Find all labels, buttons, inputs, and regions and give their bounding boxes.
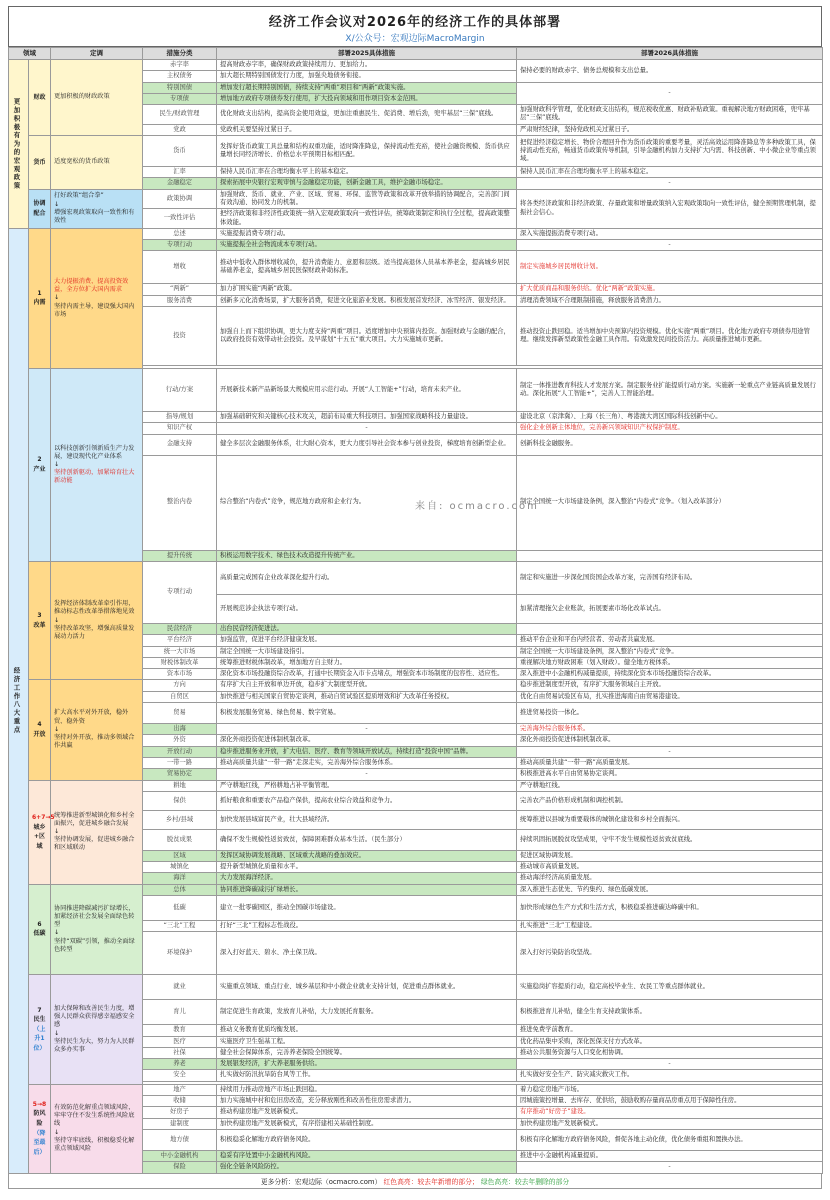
category-cell: 保供 [143,791,217,810]
measure-2026: 推动平台企业和平台内经营者、劳动者共赢发展。 [517,635,823,646]
section-fiscal-name: 财政 [29,60,51,136]
category-cell: 资本市场 [143,669,217,680]
category-cell: 一致性评估 [143,209,217,229]
measure-2026: 深化外商投资促进体制机制改革。 [517,735,823,746]
category-cell: 平台经济 [143,635,217,646]
measure-2025: 推动中低收入群体增收减负，提升消费能力、意愿和层级。适当提高退休人员基本养老金，提高城乡居民基础养老金，提高城乡居民医保财政补助标准。 [217,251,517,284]
measure-2026: 完善海外综合服务体系。 [517,724,823,735]
section-3-tone: 发挥经济体制改革牵引作用，推动标志性改革举措落地见效 ↓ 坚持改革攻坚，增强高质量发展动力活力 [51,561,143,679]
page-footer [8,1174,822,1189]
measure-2026: 深入推进中小金融机构减量提质，持续深化资本市场投融资综合改革。 [517,669,823,680]
measure-2025: 实施重点领域、重点行业、城乡基层和中小微企业就业支持计划，促进重点群体就业。 [217,975,517,1000]
measure-2025: 抓好粮食和重要农产品稳产保供，提高农业综合效益和竞争力。 [217,791,517,810]
category-cell: 整治内卷 [143,455,217,550]
measure-2025: 推动高质量共建“一带一路”走深走实，完善海外综合服务体系。 [217,757,517,768]
measure-2025: 加快发展县域富民产业，壮大县域经济。 [217,810,517,829]
measure-2025: 打好“三北”工程标志性战役。 [217,920,517,931]
category-cell: 地产 [143,1084,217,1095]
section-8-tone: 有效防范化解重点领域风险，牢牢守住不发生系统性风险底线 ↓ 坚持守牢底线，积极稳妥化解重点领域风险 [51,1084,143,1173]
footer-source[interactable]: 更多分析：宏观边际（ocmacro.com） [260,1177,382,1186]
category-cell: 好房子 [143,1107,217,1118]
category-cell: 地方债 [143,1129,217,1150]
measure-2026 [517,550,823,561]
measure-2026: 推进贸易投资一体化。 [517,703,823,724]
header-tone: 定调 [51,48,143,60]
category-cell: 贸易协定 [143,769,217,780]
category-cell: 保险 [143,1162,217,1173]
measure-2025: 加强财政、货币、就业、产业、区域、贸易、环保、监管等政策和改革开放举措的协调配合，完善部门间有效沟通、协同发力的机制。 [217,189,517,209]
measure-2025: 实施提振消费专项行动。 [217,228,517,239]
section-money-name: 货币 [29,136,51,190]
measure-2026: 制定实施城乡居民增收计划。 [517,251,823,284]
table-row [9,680,823,691]
measure-2025: 确保不发生规模性返贫致贫，保障困难群众基本生活。（民生部分） [217,829,517,850]
measure-2026: 加快形成绿色生产方式和生活方式，积极稳妥推进碳达峰碳中和。 [517,895,823,920]
group-big8: 经济工作八大重点 [9,228,29,1173]
measure-2025: - [217,423,517,434]
measure-2025: 推动构建房地产发展新模式。 [217,1107,517,1118]
measure-2025: 探索拓展中央银行宏观审慎与金融稳定功能，创新金融工具，维护金融市场稳定。 [217,178,517,189]
category-cell: 行动/方案 [143,369,217,412]
category-cell: 建制度 [143,1118,217,1129]
measure-2026: 推进中小金融机构减量提质。 [517,1150,823,1161]
category-cell: 开放行动 [143,746,217,757]
measure-2025: 积极运用数字技术、绿色技术改造提升传统产业。 [217,550,517,561]
section-fiscal-tone: 更加积极的财政政策 [51,60,143,136]
section-6-tone: 协同推进降碳减污扩绿增长，加紧经济社会发展全面绿色转型 ↓ 坚持“双碳”引领，推动全面绿色转型 [51,884,143,975]
table-row [9,561,823,594]
measure-2026: 统筹推进以县城为重要载体的城镇化建设和乡村全面振兴。 [517,810,823,829]
document-header [8,6,822,47]
category-cell: 出海 [143,724,217,735]
category-cell: 城镇化 [143,862,217,873]
category-cell: “三北”工程 [143,920,217,931]
category-cell: 脱贫成果 [143,829,217,850]
measure-2025: 保持人民币汇率在合理均衡水平上的基本稳定。 [217,167,517,178]
category-cell: 货币 [143,136,217,167]
measure-2025: 健全社会保障体系，完善养老保险全国统筹。 [217,1047,517,1058]
measure-2025: 持续用力推动房地产市场止跌回稳。 [217,1084,517,1095]
measure-2026: 重视解决地方财政困难（划入财政）。健全地方税体系。 [517,657,823,668]
category-cell: 知识产权 [143,423,217,434]
header-2025: 部署2025具体措施 [217,48,517,60]
category-cell: 育儿 [143,1000,217,1025]
measure-2026: 加紧清理拖欠企业账款，拓展要素市场化改革试点。 [517,594,823,623]
group-macro: 更加积极有为的宏观政策 [9,60,29,229]
category-cell: 服务消费 [143,295,217,306]
measure-2025: 增加地方政府专项债券发行使用，扩大投向领域和用作项目资本金范围。 [217,93,517,104]
measure-2025: 统筹推进财税体制改革，增加地方自主财力。 [217,657,517,668]
section-2-tone: 以科技创新引领新质生产力发展，建设现代化产业体系 ↓ 坚持创新驱动，加紧培育壮大新动能 [51,369,143,562]
measure-2025: 制定全国统一大市场建设指引。 [217,646,517,657]
measure-2026: 加快构建房地产发展新模式。 [517,1118,823,1129]
category-cell: 政策协调 [143,189,217,209]
section-67-tone: 统筹推进新型城镇化和乡村全面振兴，促进城乡融合发展 ↓ 坚持协调发展，促进城乡融合和区域联动 [51,780,143,884]
measure-2025: 出台民营经济促进法。 [217,623,517,634]
section-7-name: 7 民生 （上升1位） [29,975,51,1084]
measure-2025: 创新多元化消费场景，扩大服务消费，促进文化旅游业发展。积极发展首发经济、冰雪经济、银发经济。 [217,295,517,306]
table-row [9,975,823,1000]
measure-2025: 深化资本市场投融资综合改革，打通中长期资金入市卡点堵点，增强资本市场制度的包容性、适应性。 [217,669,517,680]
category-cell: 一带一路 [143,757,217,768]
section-coord-name: 协调配合 [29,189,51,228]
measure-2026: 制定全国统一大市场建设条例，深入整治“内卷式”竞争。 [517,646,823,657]
category-cell: 指导/规划 [143,412,217,423]
measure-2025: 建立一批零碳园区，推动全国碳市场建设。 [217,895,517,920]
measure-2025: 加力实施城中村和危旧房改造，充分释放刚性和改善性住房需求潜力。 [217,1096,517,1107]
category-cell: 特别国债 [143,82,217,93]
category-cell: 金融支持 [143,434,217,455]
measure-2026: 强化企业创新主体地位，完善新兴领域知识产权保护制度。 [517,423,823,434]
measure-2025: - [217,724,517,735]
measure-2026: 优化药品集中采购，深化医保支付方式改革。 [517,1036,823,1047]
measure-2026: 推动城市高质量发展。 [517,862,823,873]
category-cell: 金融稳定 [143,178,217,189]
measure-2025: 党政机关要坚持过紧日子。 [217,124,517,135]
measure-2025: 强化全链条风险防控。 [217,1162,517,1173]
category-cell: 专项行动 [143,561,217,623]
page-subtitle[interactable]: X/公众号：宏观边际MacroMargin [345,34,485,44]
measure-2026: - [517,1059,823,1070]
measure-2026: 实施稳岗扩容提质行动，稳定高校毕业生、农民工等重点群体就业。 [517,975,823,1000]
measure-2026: 创新科技金融服务。 [517,434,823,455]
measure-2026: 清理消费领域不合理限制措施，释放服务消费潜力。 [517,295,823,306]
measure-2026: 扩大优质商品和服务供给。优化“两新”政策实施。 [517,284,823,295]
measure-2025: 综合整治“内卷式”竞争，规范地方政府和企业行为。 [217,455,517,550]
measure-2025: 优化财政支出结构，提高资金使用效益，更加注重惠民生、促消费、增后劲，兜牢基层“三保”底线。 [217,105,517,125]
measure-2025: 健全多层次金融服务体系，壮大耐心资本，更大力度引导社会资本参与创业投资，梯度培育创新型企业。 [217,434,517,455]
measure-2026: 建设北京（京津冀）、上海（长三角）、粤港澳大湾区国际科技创新中心。 [517,412,823,423]
measure-2026: 加强财政科学管理，优化财政支出结构，规范税收优惠、财政补贴政策。重视解决地方财政困难，兜牢基层“三保”底线。 [517,105,823,125]
measure-2026: 推进免费学前教育。 [517,1025,823,1036]
measure-2026: 严肃财经纪律，坚持党政机关过紧日子。 [517,124,823,135]
measure-2025: 开展新技术新产品新场景大规模应用示范行动。开展“人工智能+”行动，培育未来产业。 [217,369,517,412]
measure-2026: 稳步推进制度型开放，有序扩大服务领域自主开放。 [517,680,823,691]
category-cell: 海洋 [143,873,217,884]
measure-2025: 提升新型城镇化质量和水平。 [217,862,517,873]
category-cell: 中小金融机构 [143,1150,217,1161]
category-cell: 自贸区 [143,691,217,702]
category-cell: 耕地 [143,780,217,791]
category-cell: 社保 [143,1047,217,1058]
measure-2025: 严守耕地红线，严格耕地占补平衡管理。 [217,780,517,791]
section-4-name: 4 开放 [29,680,51,780]
measure-2025: 制定促进生育政策，发放育儿补贴，大力发展托育服务。 [217,1000,517,1025]
measure-2025: 稳妥有序处置中小金融机构风险。 [217,1150,517,1161]
category-cell: 养老 [143,1059,217,1070]
measure-2026: 因城施策控增量、去库存、优供给，鼓励收购存量商品房重点用于保障性住房。 [517,1096,823,1107]
category-cell: 增收 [143,251,217,284]
measure-2025: 加强监管，促进平台经济健康发展。 [217,635,517,646]
measure-2025: 高质量完成国有企业改革深化提升行动。 [217,561,517,594]
document-page [8,6,822,1189]
measure-2026: - [517,746,823,757]
section-1-name: 1 内需 [29,228,51,368]
category-cell: 就业 [143,975,217,1000]
measure-2025: 增加发行超长期特别国债，持续支持“两重”项目和“两新”政策实施。 [217,82,517,93]
measure-2026: 积极有序化解地方政府债务风险，督促各地主动化债，优化债务重组和置换办法。 [517,1129,823,1150]
section-3-name: 3 改革 [29,561,51,679]
measure-2025: 加大超长期特别国债发行力度，加强央地债务衔接。 [217,71,517,82]
measure-2025: 稳步推进服务业开放，扩大电信、医疗、教育等领域开放试点，持续打造“投资中国”品牌。 [217,746,517,757]
section-1-tone: 大力提振消费、提高投资效益，全方位扩大国内需求 ↓ 坚持内需主导，建设强大国内市场 [51,228,143,368]
category-cell: 安全 [143,1070,217,1081]
page-title: 经济工作会议对2026年的经济工作的具体部署 [268,15,562,30]
category-cell: 外资 [143,735,217,746]
measure-2026: 制定和实施进一步深化国资国企改革方案，完善国有经济布局。 [517,561,823,594]
measure-2026: - [517,240,823,251]
category-cell: 投资 [143,307,217,366]
measure-2025: 推动义务教育优质均衡发展。 [217,1025,517,1036]
table-row [9,189,823,209]
measure-2025: 把经济政策和非经济性政策统一纳入宏观政策取向一致性评估，统筹政策制定和执行全过程，提高政策整体效能。 [217,209,517,229]
measure-2026: - [517,1162,823,1173]
policy-table [8,47,823,1174]
measure-2026: 保持必要的财政赤字、债务总规模和支出总量。 [517,60,823,83]
measure-2026: 制定一体推进教育科技人才发展方案。制定服务业扩能提质行动方案。实施新一轮重点产业链高质量发展行动。深化拓展“人工智能+”，完善人工智能治理。 [517,369,823,412]
category-cell: 总体 [143,884,217,895]
section-coord-tone: 打好政策“组合拳” ↓ 增强宏观政策取向一致性和有效性 [51,189,143,228]
header-cat: 措施分类 [143,48,217,60]
category-cell: 教育 [143,1025,217,1036]
measure-2025: 深入打好蓝天、碧水、净土保卫战。 [217,932,517,975]
measure-2026: - [517,178,823,189]
measure-2026: 扎实推进“三北”工程建设。 [517,920,823,931]
header-domain: 领域 [9,48,51,60]
category-cell: 专项行动 [143,240,217,251]
measure-2026: 严守耕地红线。 [517,780,823,791]
measure-2025: 有序扩大自主开放和单边开放，稳步扩大制度型开放。 [217,680,517,691]
table-row [9,136,823,167]
category-cell: 汇率 [143,167,217,178]
section-2-name: 2 产业 [29,369,51,562]
category-cell: 区域 [143,850,217,861]
category-cell: 提升传统 [143,550,217,561]
measure-2025: 发挥好货币政策工具总量和结构双重功能，适时降准降息，保持流动性充裕，使社会融资规模、货币供应量增长同经济增长、价格总水平预期目标相匹配。 [217,136,517,167]
category-cell: 主权债务 [143,71,217,82]
category-cell: 统一大市场 [143,646,217,657]
section-7-tone: 加大保障和改善民生力度，增强人民群众获得感幸福感安全感 ↓ 坚持民生为大，努力为人民群众多办实事 [51,975,143,1084]
category-cell: 低碳 [143,895,217,920]
measure-2025: 发挥区域协调发展战略、区域重大战略的叠加效应。 [217,850,517,861]
measure-2026: 促进区域协调发展。 [517,850,823,861]
measure-2026: 着力稳定房地产市场。 [517,1084,823,1095]
measure-2026: 深入打好污染防治攻坚战。 [517,932,823,975]
measure-2026: 持续巩固拓展脱贫攻坚成果，守牢不发生规模性返贫致贫底线。 [517,829,823,850]
measure-2025: 实施提振全社会物流成本专项行动。 [217,240,517,251]
table-row [9,228,823,239]
measure-2025: 加快推进与相关国家自贸协定谈判，推动自贸试验区提质增效和扩大改革任务授权。 [217,691,517,702]
measure-2025: 发展银发经济，扩大养老服务供给。 [217,1059,517,1070]
category-cell: 民营经济 [143,623,217,634]
measure-2026 [517,623,823,634]
measure-2026: 扎实做好安全生产、防灾减灾救灾工作。 [517,1070,823,1081]
category-cell: “两新” [143,284,217,295]
measure-2026: 将各类经济政策和非经济政策、存量政策和增量政策纳入宏观政策取向一致性评估，健全预期管理机制，提振社会信心。 [517,189,823,228]
category-cell: 环境保护 [143,932,217,975]
measure-2025: - [217,769,517,780]
measure-2025: 加强基础研究和关键核心技术攻关，超前布局重大科技项目。加强国家战略科技力量建设。 [217,412,517,423]
category-cell: 总述 [143,228,217,239]
category-cell: 医疗 [143,1036,217,1047]
measure-2026: 深入推进生态优先、节约集约、绿色低碳发展。 [517,884,823,895]
measure-2026: 有序推动“好房子”建设。 [517,1107,823,1118]
category-cell: 赤字率 [143,60,217,71]
measure-2025: 开展规范涉企执法专项行动。 [217,594,517,623]
table-row [9,884,823,895]
section-money-tone: 适度宽松的货币政策 [51,136,143,190]
measure-2026: 推动高质量共建“一带一路”高质量发展。 [517,757,823,768]
measure-2025: 加快构建房地产发展新模式，有序搭建相关基础性制度。 [217,1118,517,1129]
measure-2026: 积极推进高水平自由贸易协定谈判。 [517,769,823,780]
measure-2026: 优化自由贸易试验区布局，扎实推进海南自由贸易港建设。 [517,691,823,702]
measure-2026: 积极推进育儿补贴，健全生育支持政策体系。 [517,1000,823,1025]
section-67-name: 6+7→5 城乡+区域 [29,780,51,884]
measure-2025: 提高财政赤字率，确保财政政策持续用力、更加给力。 [217,60,517,71]
category-cell: 收储 [143,1096,217,1107]
measure-2026: 推动投资止跌回稳。适当增加中央预算内投资规模。优化实施“两重”项目。优化地方政府专项债券用途管理。继续发挥新型政策性金融工具作用。有效激发民间投资活力。高质量推进城市更新。 [517,307,823,366]
measure-2025: 深化外商投资促进体制机制改革。 [217,735,517,746]
measure-2025: 实施医疗卫生强基工程。 [217,1036,517,1047]
measure-2025: 积极发展服务贸易、绿色贸易、数字贸易。 [217,703,517,724]
section-6-name: 6 低碳 [29,884,51,975]
table-header-row [9,48,823,60]
measure-2026: 推动公共服务资源与人口变化相协调。 [517,1047,823,1058]
table-row [9,60,823,71]
measure-2026: 把促进经济稳定增长、物价合理回升作为货币政策的重要考量，灵活高效运用降准降息等多种政策工具，保持流动性充裕，畅通货币政策传导机制，引导金融机构加力支持扩大内需、科技创新、中小微企业等重点领域。 [517,136,823,167]
header-2026: 部署2026具体措施 [517,48,823,60]
section-4-tone: 扩大高水平对外开放，稳外贸、稳外资 ↓ 坚持对外开放，推动多领域合作共赢 [51,680,143,780]
category-cell: 财税体制改革 [143,657,217,668]
category-cell: 贸易 [143,703,217,724]
measure-2026: 完善农产品价格形成机制和调控机制。 [517,791,823,810]
measure-2026: 保持人民币汇率在合理均衡水平上的基本稳定。 [517,167,823,178]
measure-2025: 积极稳妥化解地方政府债务风险。 [217,1129,517,1150]
measure-2025: 加强自上而下组织协调，更大力度支持“两重”项目。适度增加中央预算内投资。加强财政与金融的配合，以政府投资有效带动社会投资。及早谋划“十五五”重大项目。大力实施城市更新。 [217,307,517,366]
measure-2025: 大力发展海洋经济。 [217,873,517,884]
category-cell: 方向 [143,680,217,691]
watermark: 来自: ocmacro.com [415,501,539,512]
measure-2026: 推动海洋经济高质量发展。 [517,873,823,884]
table-row [9,1084,823,1095]
measure-2026: 制定全国统一大市场建设条例，深入整治“内卷式”竞争。（划入改革部分） [517,455,823,550]
footer-legend-red: 红色高亮：较去年新增的部分； [383,1177,479,1186]
category-cell: 党政 [143,124,217,135]
category-cell: 民生/财政管理 [143,105,217,125]
table-row [9,780,823,791]
category-cell: 专项债 [143,93,217,104]
measure-2025: 协同推进降碳减污扩绿增长。 [217,884,517,895]
section-8-name: 5→8 防风险 （降至最后） [29,1084,51,1173]
measure-2025: 扎实做好防汛抗旱防台风等工作。 [217,1070,517,1081]
measure-2025: 加力扩围实施“两新”政策。 [217,284,517,295]
footer-legend-green: 绿色高亮：较去年删除的部分 [480,1177,570,1186]
category-cell: 乡村/县域 [143,810,217,829]
table-row [9,369,823,412]
measure-2026: 深入实施提振消费专项行动。 [517,228,823,239]
measure-2026: - [517,82,823,105]
